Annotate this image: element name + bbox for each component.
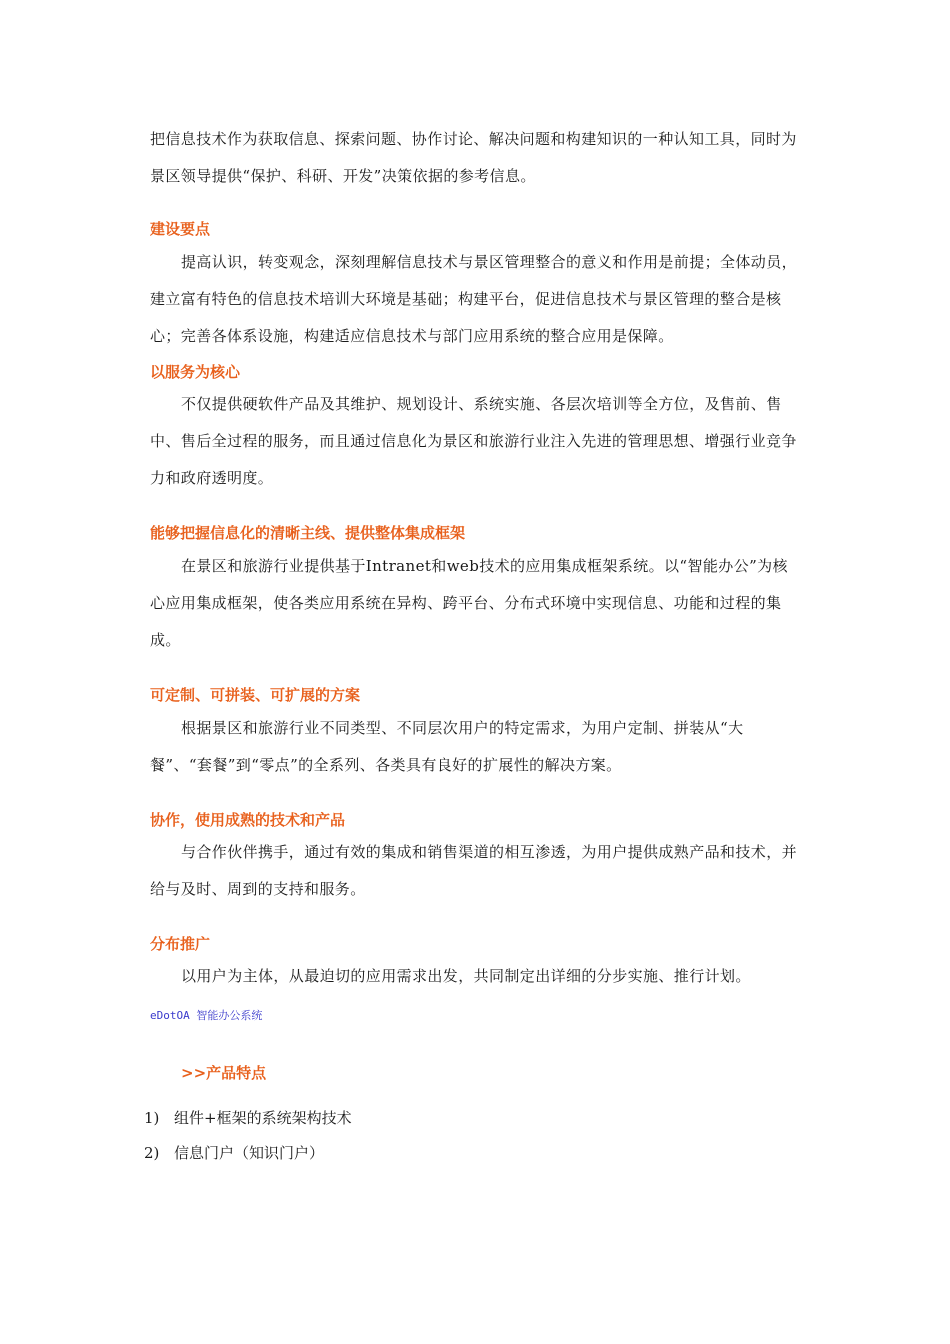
section-body-service-core: 不仅提供硬软件产品及其维护、规划设计、系统实施、各层次培训等全方位，及售前、售中、售后全过程的服务，而且通过信息化为景区和旅游行业注入先进的管理思想、增强行业竞争力和政府透明度。 bbox=[150, 395, 797, 487]
section-heading-build-points: 建设要点 bbox=[150, 220, 211, 238]
section-body-build-points: 提高认识，转变观念，深刻理解信息技术与景区管理整合的意义和作用是前提；全体动员，建立富有特色的信息技术培训大环境是基础；构建平台，促进信息技术与景区管理的整合是核心；完善各体系设施，构建适应信息技术与部门应用系统的整合应用是保障。 bbox=[150, 253, 798, 345]
list-item bbox=[144, 1142, 784, 1164]
product-tag-link[interactable]: eDotOA 智能办公系统 bbox=[150, 1009, 263, 1022]
section-body-collaboration: 与合作伙伴携手，通过有效的集成和销售渠道的相互渗透，为用户提供成熟产品和技术，并给与及时、周到的支持和服务。 bbox=[150, 843, 798, 898]
list-item-text: 组件+框架的系统架构技术 bbox=[174, 1109, 352, 1127]
list-item-number: 1) bbox=[144, 1109, 160, 1127]
list-item-number: 2) bbox=[144, 1144, 160, 1162]
section-heading-integration-framework: 能够把握信息化的清晰主线、提供整体集成框架 bbox=[150, 524, 466, 542]
section-heading-customizable-solution: 可定制、可拼装、可扩展的方案 bbox=[150, 686, 361, 704]
section-body-rollout: 以用户为主体，从最迫切的应用需求出发，共同制定出详细的分步实施、推行计划。 bbox=[181, 967, 751, 985]
section-heading-collaboration: 协作，使用成熟的技术和产品 bbox=[150, 811, 346, 829]
section-heading-service-core: 以服务为核心 bbox=[150, 363, 241, 381]
section-body-customizable-solution: 根据景区和旅游行业不同类型、不同层次用户的特定需求，为用户定制、拼装从“大餐”、“套餐”到“零点”的全系列、各类具有良好的扩展性的解决方案。 bbox=[150, 719, 744, 774]
list-item bbox=[144, 1107, 784, 1129]
list-item-text: 信息门户（知识门户） bbox=[174, 1144, 325, 1162]
intro-paragraph: 把信息技术作为获取信息、探索问题、协作讨论、解决问题和构建知识的一种认知工具，同时为景区领导提供“保护、科研、开发”决策依据的参考信息。 bbox=[150, 130, 797, 185]
section-body-integration-framework: 在景区和旅游行业提供基于Intranet和web技术的应用集成框架系统。以“智能办公”为核心应用集成框架，使各类应用系统在异构、跨平台、分布式环境中实现信息、功能和过程的集成。 bbox=[150, 557, 788, 649]
features-heading: >>产品特点 bbox=[181, 1064, 267, 1082]
section-heading-rollout: 分布推广 bbox=[150, 935, 211, 953]
